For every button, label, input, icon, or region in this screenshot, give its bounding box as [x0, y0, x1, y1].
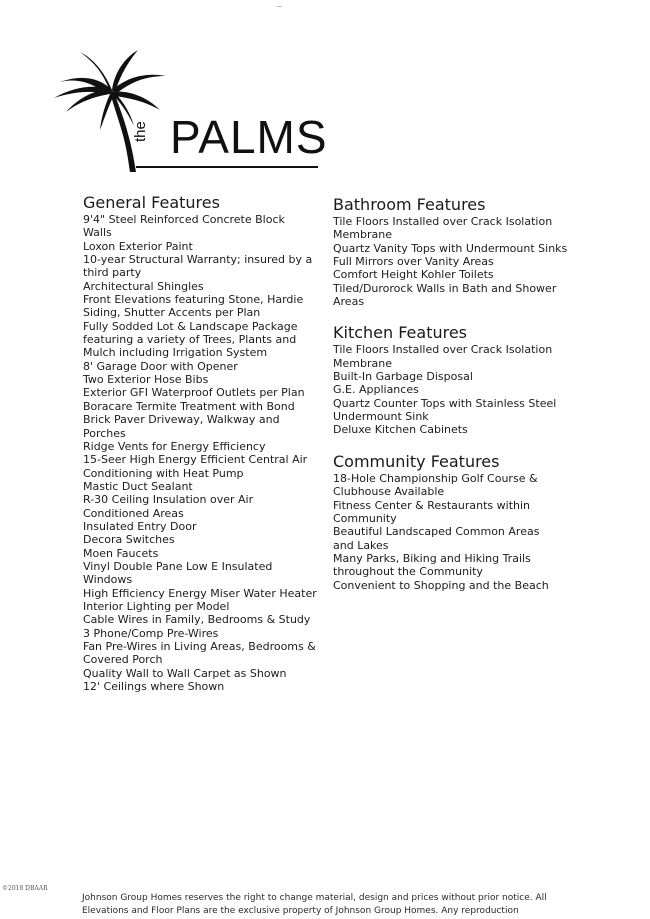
feature-item: Areas [333, 295, 365, 309]
section-title: General Features [83, 193, 220, 212]
feature-item: featuring a variety of Trees, Plants and [83, 333, 297, 347]
feature-item: Windows [83, 573, 133, 587]
feature-item: Beautiful Landscaped Common Areas [333, 525, 540, 539]
feature-item: Vinyl Double Pane Low E Insulated [83, 559, 273, 573]
section-title: Bathroom Features [333, 195, 486, 214]
feature-item: Convenient to Shopping and the Beach [333, 578, 549, 592]
feature-section [83, 193, 318, 693]
feature-item: 12' Ceilings where Shown [83, 680, 225, 694]
feature-item: Decora Switches [83, 533, 175, 547]
copyright-notice: ©2018 DBAAR [2, 885, 48, 892]
footer-line-2: Elevations and Floor Plans are the exclusive property of Johnson Group Homes. Any reproduction [82, 906, 519, 916]
palms-logo [52, 48, 328, 176]
logo-wordmark: PALMS [170, 111, 328, 163]
feature-item: R-30 Ceiling Insulation over Air [83, 493, 254, 507]
feature-item: Many Parks, Biking and Hiking Trails [333, 551, 531, 565]
feature-item: Moen Faucets [83, 546, 159, 560]
feature-item: Mastic Duct Sealant [83, 479, 193, 493]
feature-item: G.E. Appliances [333, 383, 419, 397]
feature-item: throughout the Community [333, 565, 483, 579]
feature-item: Interior Lighting per Model [83, 599, 230, 613]
scan-mark: ~ [276, 2, 283, 11]
feature-item: Two Exterior Hose Bibs [83, 373, 209, 387]
feature-item: Front Elevations featuring Stone, Hardie [83, 293, 304, 307]
footer-disclaimer [82, 892, 552, 918]
feature-item: Deluxe Kitchen Cabinets [333, 423, 468, 437]
right-column [333, 195, 568, 607]
feature-item: Membrane [333, 356, 392, 370]
feature-item: 10-year Structural Warranty; insured by a [83, 253, 313, 267]
feature-item: Quartz Counter Tops with Stainless Steel [333, 396, 557, 410]
feature-item: Conditioned Areas [83, 506, 184, 520]
feature-item: Porches [83, 426, 126, 440]
feature-section [333, 452, 568, 592]
feature-item: Comfort Height Kohler Toilets [333, 268, 494, 282]
feature-item: Conditioning with Heat Pump [83, 466, 244, 480]
feature-section [333, 323, 568, 436]
palm-tree-icon [52, 48, 172, 176]
feature-item: Architectural Shingles [83, 279, 204, 293]
feature-item: Siding, Shutter Accents per Plan [83, 306, 261, 320]
feature-item: Mulch including Irrigation System [83, 346, 268, 360]
feature-item: Quality Wall to Wall Carpet as Shown [83, 666, 287, 680]
feature-item: Boracare Termite Treatment with Bond [83, 399, 295, 413]
feature-item: Clubhouse Available [333, 485, 445, 499]
section-title: Kitchen Features [333, 323, 468, 343]
feature-section [333, 195, 568, 308]
feature-item: third party [83, 266, 142, 280]
feature-item: High Efficiency Energy Miser Water Heater [83, 586, 317, 600]
feature-item: 18-Hole Championship Golf Course & [333, 471, 538, 485]
feature-item: Ridge Vents for Energy Efficiency [83, 439, 266, 453]
feature-item: Undermount Sink [333, 410, 429, 424]
feature-item: Walls [83, 226, 112, 240]
section-title: Community Features [333, 451, 500, 471]
feature-item: Built-In Garbage Disposal [333, 370, 473, 384]
feature-item: Fan Pre-Wires in Living Areas, Bedrooms & [83, 640, 316, 653]
feature-item: Tiled/Durorock Walls in Bath and Shower [333, 281, 557, 295]
feature-item: Fully Sodded Lot & Landscape Package [83, 319, 298, 333]
footer-line-1: Johnson Group Homes reserves the right to change material, design and prices without prior notice. All [82, 893, 547, 903]
feature-item: and Lakes [333, 538, 389, 552]
feature-item: 15-Seer High Energy Efficient Central Air [83, 453, 308, 467]
feature-item: Quartz Vanity Tops with Undermount Sinks [333, 241, 568, 255]
feature-item: Covered Porch [83, 653, 163, 667]
feature-item: Tile Floors Installed over Crack Isolation [333, 215, 553, 228]
feature-item: 9'4" Steel Reinforced Concrete Block [83, 213, 285, 226]
feature-item: Fitness Center & Restaurants within [333, 498, 531, 512]
feature-item: Cable Wires in Family, Bedrooms & Study [83, 613, 311, 627]
left-column [83, 193, 318, 708]
feature-item: Membrane [333, 228, 392, 242]
feature-item: Brick Paver Driveway, Walkway and [83, 413, 280, 427]
feature-item: Community [333, 511, 397, 525]
feature-item: Loxon Exterior Paint [83, 239, 193, 253]
feature-item: 8' Garage Door with Opener [83, 359, 238, 373]
feature-item: Tile Floors Installed over Crack Isolation [333, 343, 553, 357]
logo-the-text: the [132, 121, 149, 142]
feature-item: Full Mirrors over Vanity Areas [333, 255, 494, 269]
feature-item: Exterior GFI Waterproof Outlets per Plan [83, 386, 305, 400]
logo-underline [136, 166, 318, 168]
feature-item: 3 Phone/Comp Pre-Wires [83, 626, 219, 640]
feature-item: Insulated Entry Door [83, 519, 197, 533]
